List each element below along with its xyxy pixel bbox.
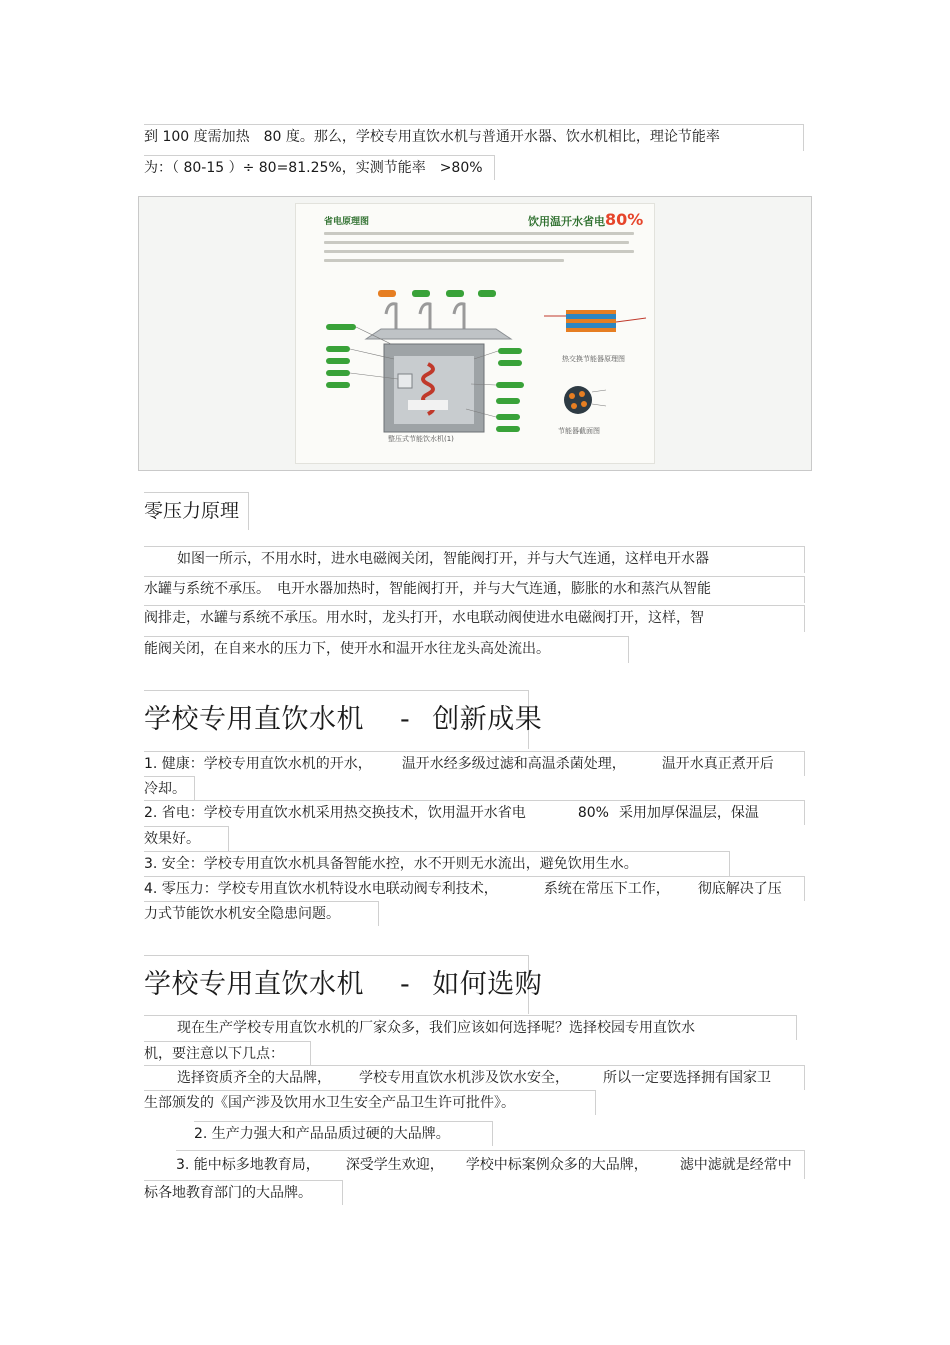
cross-section-diagram xyxy=(564,386,606,414)
zero-pressure-heading: 零压力原理 xyxy=(144,492,249,530)
purchase-p2-line-1: 选择资质齐全的大品牌， 学校专用直饮水机涉及饮水安全， 所以一定要选择拥有国家卫 xyxy=(144,1065,805,1090)
intro-text-2: 为：（ 80-15 ）÷ 80=81.25%，实测节能率 >80% xyxy=(144,160,483,176)
diagram-caption-right-bottom: 节能器截面图 xyxy=(558,427,600,435)
diagram-title-right: 饮用温开水省电80% xyxy=(528,210,644,229)
diagram-title-left: 省电原理图 xyxy=(324,217,370,227)
intro-line-1 xyxy=(144,124,804,151)
purchase-p2-line-2: 生部颁发的《国产涉及饮用水卫生安全产品卫生许可批件》。 xyxy=(144,1090,596,1115)
innovation-item-4: 4. 零压力：学校专用直饮水机特设水电联动阀专利技术， 系统在常压下工作， 彻底解决了压 xyxy=(144,876,805,901)
diagram-panel xyxy=(295,203,655,464)
zero-pressure-line-4: 能阀关闭，在自来水的压力下，使开水和温开水往龙头高处流出。 xyxy=(144,636,629,663)
water-dispenser-illustration xyxy=(296,204,654,463)
diagram-caption-left: 整压式节能饮水机(1) xyxy=(388,435,454,443)
innovation-item-2-cont: 效果好。 xyxy=(144,826,229,851)
energy-saving-diagram xyxy=(138,196,812,471)
side-labels-right xyxy=(496,348,524,432)
side-labels-left xyxy=(326,324,356,388)
intro-line-2 xyxy=(144,155,495,180)
diagram-caption-right-top: 热交换节能器原理图 xyxy=(562,355,625,363)
purchase-p3: 2. 生产力强大和产品品质过硬的大品牌。 xyxy=(194,1121,493,1146)
purchase-heading: 学校专用直饮水机 - 如何选购 xyxy=(144,955,529,1014)
innovation-heading: 学校专用直饮水机 - 创新成果 xyxy=(144,690,529,749)
zero-pressure-line-2: 水罐与系统不承压。 电开水器加热时，智能阀打开，并与大气连通，膨胀的水和蒸汽从智能 xyxy=(144,576,805,603)
innovation-item-1: 1. 健康：学校专用直饮水机的开水， 温开水经多级过滤和高温杀菌处理， 温开水真正煮开后 xyxy=(144,751,805,776)
purchase-p1-line-2: 机，要注意以下几点： xyxy=(144,1041,311,1066)
intro-text-1: 到 100 度需加热 80 度。那么，学校专用直饮水机与普通开水器、饮水机相比，理论节能率 xyxy=(144,129,720,145)
faucets xyxy=(386,304,464,329)
zero-pressure-line-3: 阀排走，水罐与系统不承压。用水时，龙头打开，水电联动阀使进水电磁阀打开，这样，智 xyxy=(144,605,805,632)
heat-exchanger-diagram xyxy=(544,310,646,332)
innovation-item-1-cont: 冷却。 xyxy=(144,776,195,801)
zero-pressure-line-1: 如图一所示，不用水时，进水电磁阀关闭，智能阀打开，并与大气连通，这样电开水器 xyxy=(144,546,805,573)
purchase-p4-line-1: 3. 能中标多地教育局， 深受学生欢迎， 学校中标案例众多的大品牌， 滤中滤就是经常中 xyxy=(176,1150,805,1179)
innovation-item-2: 2. 省电：学校专用直饮水机采用热交换技术，饮用温开水省电 80% 采用加厚保温层，保温 xyxy=(144,800,805,825)
innovation-item-3: 3. 安全：学校专用直饮水机具备智能水控，水不开则无水流出，避免饮用生水。 xyxy=(144,851,730,876)
purchase-p4-line-2: 标各地教育部门的大品牌。 xyxy=(144,1180,343,1205)
innovation-item-4-cont: 力式节能饮水机安全隐患问题。 xyxy=(144,901,379,926)
purchase-p1-line-1: 现在生产学校专用直饮水机的厂家众多，我们应该如何选择呢？选择校园专用直饮水 xyxy=(144,1015,797,1040)
top-tags xyxy=(378,290,496,297)
